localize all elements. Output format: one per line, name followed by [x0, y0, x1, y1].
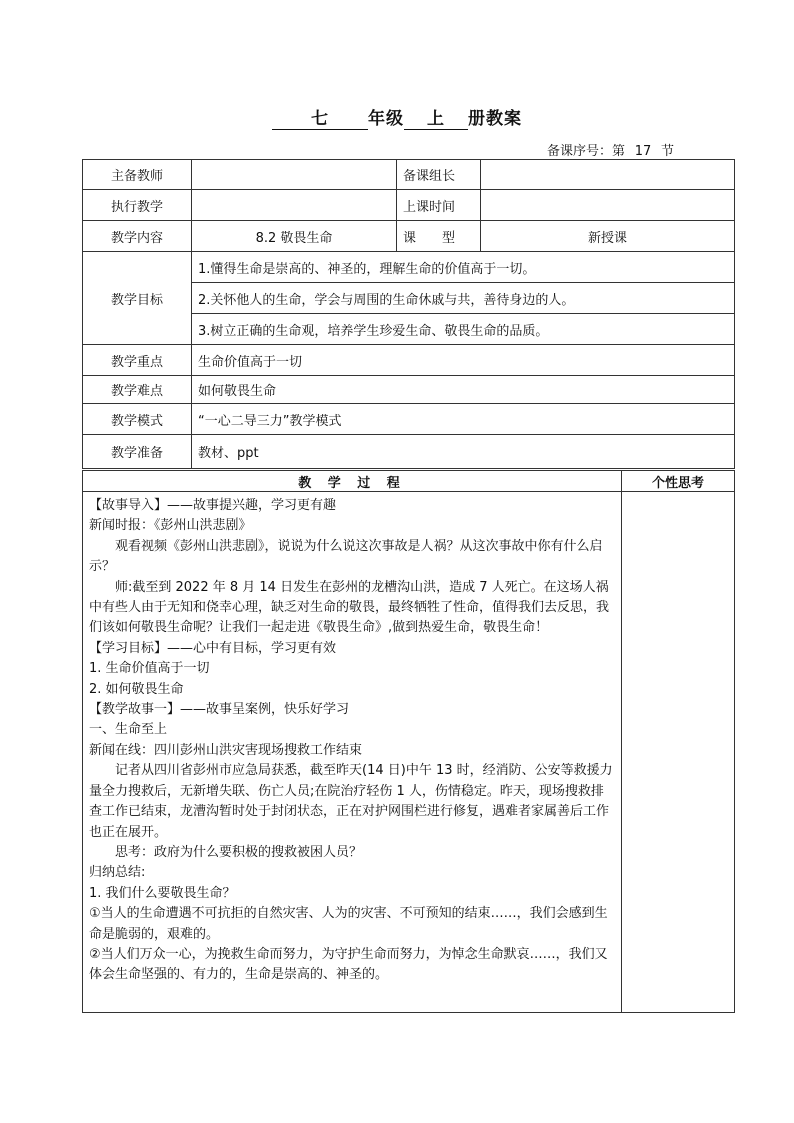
- content-value: 8.2 敬畏生命: [192, 221, 397, 252]
- process-line: 1. 我们什么要敬畏生命？: [89, 885, 236, 901]
- group-leader-value: [481, 160, 735, 190]
- difficulty-value: 如何敬畏生命: [192, 376, 735, 404]
- term-suffix: 册教案: [468, 109, 522, 129]
- personal-thoughts-cell: [622, 492, 735, 1013]
- process-line: 一、生命至上: [89, 722, 168, 738]
- process-line: 1. 生命价值高于一切: [89, 661, 210, 677]
- class-time-value: [481, 190, 735, 221]
- lesson-serial: [547, 140, 674, 160]
- process-header: 教 学 过 程: [83, 471, 622, 492]
- main-teacher-value: [192, 160, 397, 190]
- process-line: 【故事导入】——故事提兴趣，学习更有趣: [89, 498, 337, 513]
- process-line: 记者从四川省彭州市应急局获悉，截至昨天(14 日)中午 13 时，经消防、公安等救援力量全力搜救后，无新增失联、伤亡人员;在院治疗轻伤 1 人，伤情稳定。昨天，现场搜救排查工作已结束，龙漕沟暂时处于封闭状态，正在对护网围栏进行修复，遇难者家属善后工作也正在展开。: [89, 763, 613, 840]
- goal-item: 2.关怀他人的生命，学会与周围的生命休戚与共，善待身边的人。: [192, 283, 735, 314]
- goals-label: 教学目标: [83, 252, 192, 345]
- grade-suffix: 年级: [368, 109, 404, 129]
- page-title: [0, 104, 794, 130]
- serial-prefix: 备课序号：第: [546, 144, 625, 159]
- focus-value: 生命价值高于一切: [192, 345, 735, 376]
- content-label: 教学内容: [83, 221, 192, 252]
- type-value: 新授课: [481, 221, 735, 252]
- process-line: ①当人的生命遭遇不可抗拒的自然灾害、人为的灾害、不可预知的结束……，我们会感到生命是脆弱的，艰难的。: [89, 906, 608, 942]
- process-line: 观看视频《彭州山洪悲剧》，说说为什么说这次事故是人祸？从这次事故中你有什么启示？: [89, 538, 603, 575]
- process-line: 师:截至到 2022 年 8 月 14 日发生在彭州的龙槽沟山洪，造成 7 人死亡。在这场人祸中有些人由于无知和侥幸心理，缺乏对生命的敬畏，最终牺牲了性命，值得我们去反思，我们该如何敬畏生命呢？让我们一起走进《敬畏生命》,做到热爱生命，敬畏生命！: [89, 579, 610, 636]
- main-teacher-label: 主备教师: [83, 160, 192, 190]
- exec-label: 执行教学: [83, 190, 192, 221]
- process-line: 新闻时报：《彭州山洪悲剧》: [89, 518, 252, 534]
- process-line: 新闻在线：四川彭州山洪灾害现场搜救工作结束: [89, 742, 363, 758]
- difficulty-label: 教学难点: [83, 376, 192, 404]
- process-line: 【教学故事一】——故事呈案例，快乐好学习: [89, 702, 350, 718]
- group-leader-label: 备课组长: [397, 160, 481, 190]
- goal-item: 1.懂得生命是崇高的、神圣的，理解生命的价值高于一切。: [192, 252, 735, 283]
- row-difficulty: [83, 376, 735, 404]
- row-prep: [83, 435, 735, 469]
- row-exec: [83, 190, 735, 221]
- process-line: 【学习目标】——心中有目标，学习更有效: [89, 640, 337, 656]
- serial-number: 17: [625, 144, 661, 160]
- row-mode: [83, 404, 735, 435]
- exec-value: [192, 190, 397, 221]
- focus-label: 教学重点: [83, 345, 192, 376]
- class-time-label: 上课时间: [397, 190, 481, 221]
- prep-value: 教材、ppt: [192, 435, 735, 469]
- type-label: 课 型: [397, 221, 481, 252]
- mode-value: “一心二导三力”教学模式: [192, 404, 735, 435]
- prep-label: 教学准备: [83, 435, 192, 469]
- side-header: 个性思考: [622, 471, 735, 492]
- term-value: 上: [404, 104, 468, 130]
- process-line: 思考：政府为什么要积极的搜救被困人员？: [115, 844, 363, 860]
- row-main-teacher: [83, 160, 735, 190]
- grade-value: 七: [272, 104, 368, 130]
- mode-label: 教学模式: [83, 404, 192, 435]
- teaching-process-table: [82, 470, 735, 1013]
- process-line: 归纳总结:: [89, 865, 146, 881]
- process-content: [83, 492, 622, 1013]
- lesson-info-table: [82, 159, 735, 469]
- row-focus: [83, 345, 735, 376]
- serial-suffix: 节: [660, 144, 674, 159]
- process-body-row: [83, 492, 735, 1013]
- row-content: [83, 221, 735, 252]
- process-header-row: [83, 471, 735, 492]
- process-line: ②当人们万众一心，为挽救生命而努力，为守护生命而努力，为悼念生命默哀……，我们又体会生命坚强的、有力的，生命是崇高的、神圣的。: [89, 946, 608, 983]
- process-line: 2. 如何敬畏生命: [89, 681, 184, 697]
- row-goal-1: [83, 252, 735, 283]
- goal-item: 3.树立正确的生命观，培养学生珍爱生命、敬畏生命的品质。: [192, 314, 735, 345]
